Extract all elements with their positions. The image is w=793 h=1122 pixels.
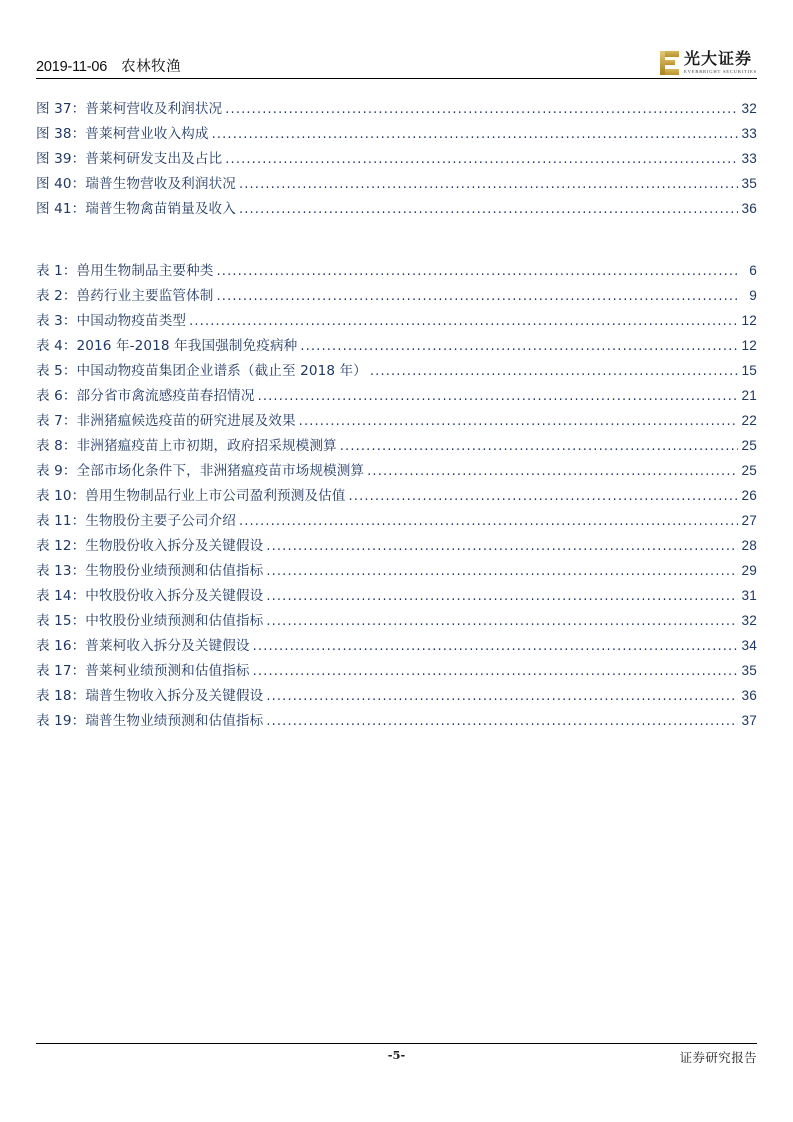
- toc-entry-page-number: 32: [741, 613, 757, 628]
- report-date: 2019-11-06: [36, 59, 108, 75]
- toc-entry-label: 表 10：兽用生物制品行业上市公司盈利预测及估值: [36, 488, 346, 504]
- toc-entry-tables[interactable]: [36, 459, 757, 484]
- toc-entry-tables[interactable]: [36, 334, 757, 359]
- toc-entry-page-number: 35: [741, 176, 757, 191]
- toc-entry-page-number: 34: [741, 638, 757, 653]
- toc-entry-figures[interactable]: [36, 172, 757, 197]
- toc-entry-page-number: 9: [749, 288, 757, 303]
- toc-leader-dots: [253, 664, 738, 678]
- page-footer: [36, 1048, 757, 1068]
- toc-entry-label: 表 8：非洲猪瘟疫苗上市初期，政府招采规模测算: [36, 438, 337, 454]
- toc-entry-label: 表 1：兽用生物制品主要种类: [36, 263, 214, 279]
- toc-leader-dots: [266, 714, 738, 728]
- toc-leader-dots: [217, 289, 739, 303]
- header-divider: [36, 78, 757, 79]
- toc-leader-dots: [239, 514, 738, 528]
- toc-entry-tables[interactable]: [36, 409, 757, 434]
- toc-entry-tables[interactable]: [36, 384, 757, 409]
- toc-entry-page-number: 33: [741, 126, 757, 141]
- toc-leader-dots: [300, 339, 738, 353]
- toc-entry-page-number: 26: [741, 488, 757, 503]
- toc-entry-label: 表 7：非洲猪瘟候选疫苗的研究进展及效果: [36, 413, 296, 429]
- toc-leader-dots: [266, 589, 738, 603]
- toc-leader-dots: [266, 614, 738, 628]
- toc-leader-dots: [349, 489, 739, 503]
- page-number: -5-: [387, 1048, 406, 1062]
- toc-entry-tables[interactable]: [36, 259, 757, 284]
- table-list: [36, 259, 757, 734]
- toc-leader-dots: [239, 177, 738, 191]
- toc-leader-dots: [266, 564, 738, 578]
- toc-leader-dots: [299, 414, 738, 428]
- page-header: [36, 30, 757, 78]
- toc-entry-page-number: 22: [741, 413, 757, 428]
- toc-entry-label: 表 15：中牧股份业绩预测和估值指标: [36, 613, 264, 629]
- toc-entry-page-number: 36: [741, 201, 757, 216]
- toc-leader-dots: [370, 364, 738, 378]
- toc-entry-label: 图 41：瑞普生物禽苗销量及收入: [36, 201, 236, 217]
- toc-entry-figures[interactable]: [36, 147, 757, 172]
- toc-entry-label: 表 4：2016 年-2018 年我国强制免疫病种: [36, 338, 298, 354]
- toc-entry-page-number: 12: [741, 338, 757, 353]
- figure-list: [36, 97, 757, 222]
- toc-entry-page-number: 12: [741, 313, 757, 328]
- toc-entry-label: 表 19：瑞普生物业绩预测和估值指标: [36, 713, 264, 729]
- toc-entry-page-number: 21: [741, 388, 757, 403]
- toc-entry-tables[interactable]: [36, 659, 757, 684]
- toc-entry-label: 表 16：普莱柯收入拆分及关键假设: [36, 638, 250, 654]
- toc-entry-tables[interactable]: [36, 559, 757, 584]
- toc-entry-label: 表 9：全部市场化条件下，非洲猪瘟疫苗市场规模测算: [36, 463, 365, 479]
- toc-leader-dots: [225, 152, 738, 166]
- table-of-contents: [36, 97, 757, 734]
- toc-entry-tables[interactable]: [36, 709, 757, 734]
- toc-entry-label: 图 39：普莱柯研发支出及占比: [36, 151, 223, 167]
- toc-entry-tables[interactable]: [36, 534, 757, 559]
- toc-leader-dots: [217, 264, 739, 278]
- toc-entry-tables[interactable]: [36, 284, 757, 309]
- toc-leader-dots: [340, 439, 738, 453]
- toc-entry-tables[interactable]: [36, 434, 757, 459]
- toc-entry-figures[interactable]: [36, 97, 757, 122]
- toc-entry-label: 图 40：瑞普生物营收及利润状况: [36, 176, 236, 192]
- toc-entry-page-number: 29: [741, 563, 757, 578]
- report-category: 农林牧渔: [121, 59, 182, 75]
- toc-entry-label: 表 14：中牧股份收入拆分及关键假设: [36, 588, 264, 604]
- toc-entry-tables[interactable]: [36, 359, 757, 384]
- toc-entry-page-number: 25: [741, 463, 757, 478]
- toc-leader-dots: [266, 689, 738, 703]
- footer-divider: [36, 1043, 757, 1044]
- toc-entry-tables[interactable]: [36, 484, 757, 509]
- toc-leader-dots: [367, 464, 738, 478]
- toc-entry-label: 表 3：中国动物疫苗类型: [36, 313, 187, 329]
- toc-entry-label: 表 6：部分省市禽流感疫苗春招情况: [36, 388, 255, 404]
- toc-leader-dots: [189, 314, 738, 328]
- toc-entry-page-number: 28: [741, 538, 757, 553]
- toc-section-gap: [36, 222, 757, 259]
- toc-entry-label: 表 5：中国动物疫苗集团企业谱系（截止至 2018 年）: [36, 363, 367, 379]
- toc-entry-figures[interactable]: [36, 122, 757, 147]
- toc-entry-label: 表 18：瑞普生物收入拆分及关键假设: [36, 688, 264, 704]
- toc-leader-dots: [266, 539, 738, 553]
- toc-leader-dots: [225, 102, 738, 116]
- toc-entry-tables[interactable]: [36, 309, 757, 334]
- toc-leader-dots: [253, 639, 738, 653]
- footer-note: 证券研究报告: [679, 1050, 757, 1065]
- everbright-securities-logo: [660, 51, 757, 78]
- toc-entry-page-number: 35: [741, 663, 757, 678]
- toc-entry-page-number: 36: [741, 688, 757, 703]
- toc-leader-dots: [212, 127, 738, 141]
- toc-entry-label: 表 11：生物股份主要子公司介绍: [36, 513, 236, 529]
- toc-entry-page-number: 33: [741, 151, 757, 166]
- toc-entry-figures[interactable]: [36, 197, 757, 222]
- toc-entry-label: 表 2：兽药行业主要监管体制: [36, 288, 214, 304]
- toc-entry-page-number: 32: [741, 101, 757, 116]
- toc-entry-tables[interactable]: [36, 609, 757, 634]
- toc-entry-tables[interactable]: [36, 684, 757, 709]
- toc-entry-page-number: 25: [741, 438, 757, 453]
- toc-leader-dots: [258, 389, 738, 403]
- toc-entry-label: 图 38：普莱柯营业收入构成: [36, 126, 209, 142]
- toc-entry-page-number: 6: [749, 263, 757, 278]
- toc-entry-page-number: 31: [741, 588, 757, 603]
- logo-wordmark: [684, 51, 757, 74]
- toc-leader-dots: [239, 202, 738, 216]
- toc-entry-page-number: 37: [741, 713, 757, 728]
- everbright-e-mark-icon: [660, 51, 679, 75]
- toc-entry-label: 表 13：生物股份业绩预测和估值指标: [36, 563, 264, 579]
- toc-entry-tables[interactable]: [36, 509, 757, 534]
- toc-entry-tables[interactable]: [36, 584, 757, 609]
- logo-name-cn: 光大证券: [684, 49, 753, 69]
- toc-entry-label: 图 37：普莱柯营收及利润状况: [36, 101, 223, 117]
- toc-entry-page-number: 27: [741, 513, 757, 528]
- logo-name-en: EVERBRIGHT SECURITIES: [684, 69, 757, 75]
- toc-entry-label: 表 17：普莱柯业绩预测和估值指标: [36, 663, 250, 679]
- toc-entry-tables[interactable]: [36, 634, 757, 659]
- toc-entry-label: 表 12：生物股份收入拆分及关键假设: [36, 538, 264, 554]
- toc-entry-page-number: 15: [741, 363, 757, 378]
- header-left-group: [36, 55, 181, 78]
